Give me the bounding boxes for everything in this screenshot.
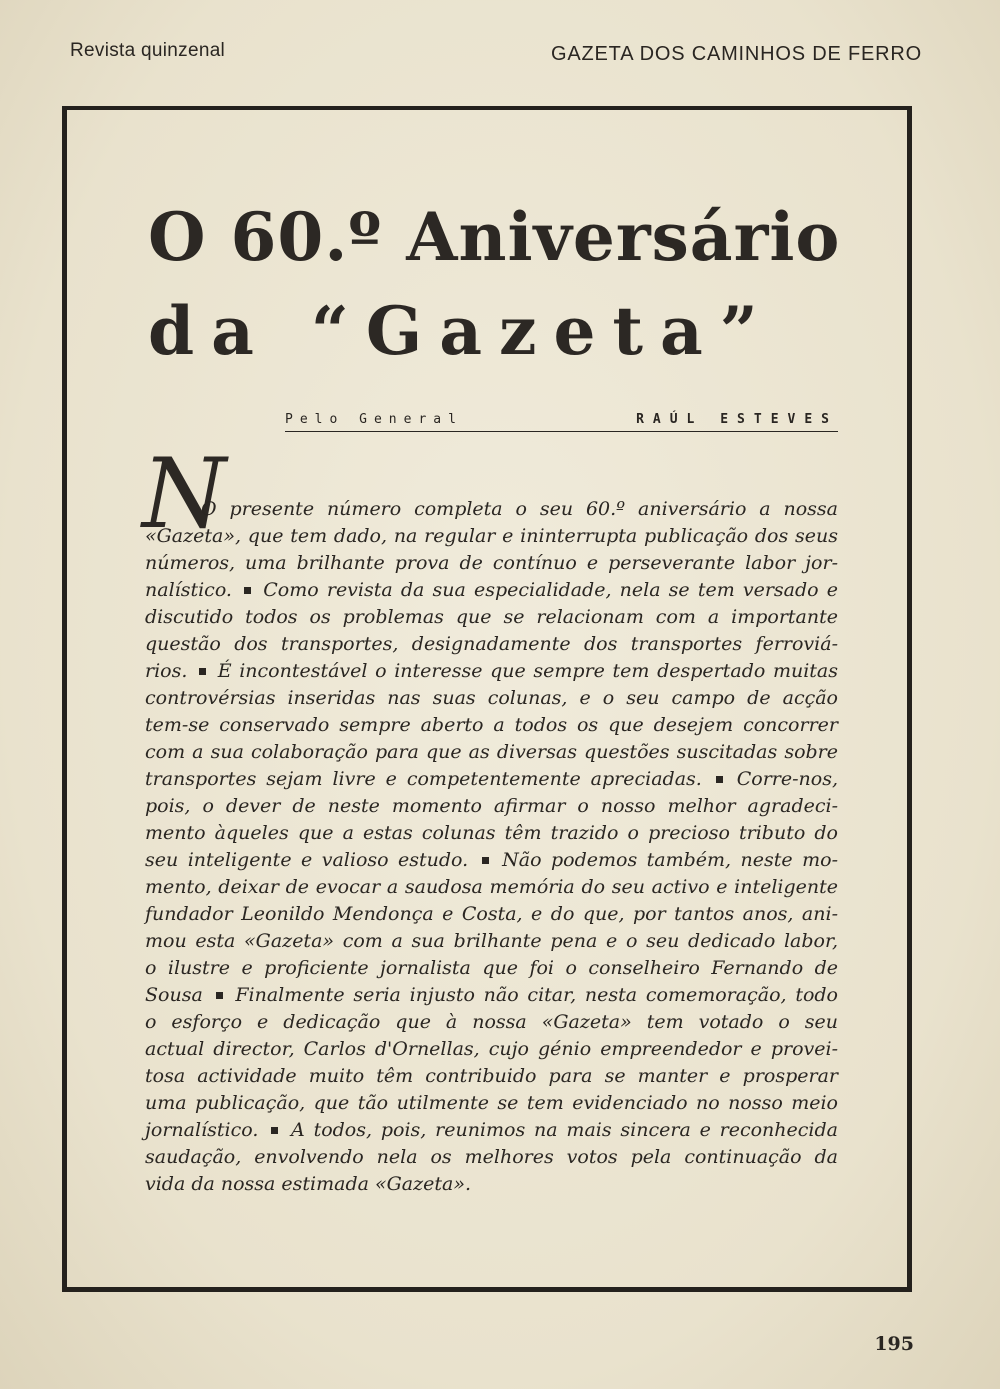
article-line: tem-se conservado sempre aberto a todos os que desejem concorrer xyxy=(145,714,838,736)
section-separator-icon xyxy=(482,857,489,864)
article-line: o esforço e dedicação que à nossa «Gazeta» tem votado o seu xyxy=(145,1011,838,1033)
article-line: mento, deixar de evocar a saudosa memória do seu activo e inteligente xyxy=(145,876,838,898)
article-title xyxy=(148,190,848,378)
article-line: transportes sejam livre e competentemente apreciadas. Corre-nos, xyxy=(145,768,839,790)
article-line: nalístico. Como revista da sua especialidade, nela se tem versado e xyxy=(145,579,838,601)
byline xyxy=(285,412,838,432)
article-line: discutido todos os problemas que se relacionam com a importante xyxy=(145,606,838,628)
byline-author: RAÚL ESTEVES xyxy=(636,412,838,427)
article-line: seu inteligente e valioso estudo. Não podemos também, neste mo- xyxy=(145,849,839,871)
article-line: com a sua colaboração para que as diversas questões suscitadas sobre xyxy=(145,741,838,763)
article-line: Sousa Finalmente seria injusto não citar, nesta comemoração, todo xyxy=(145,984,838,1006)
section-separator-icon xyxy=(716,776,723,783)
section-separator-icon xyxy=(199,668,206,675)
section-separator-icon xyxy=(271,1127,278,1134)
article-line: pois, o dever de neste momento afirmar o nosso melhor agradeci- xyxy=(145,795,838,817)
article-line: «Gazeta», que tem dado, na regular e ininterrupta publicação dos seus xyxy=(145,525,838,547)
article-line: vida da nossa estimada «Gazeta». xyxy=(145,1173,472,1195)
title-line-2: da “Gazeta” xyxy=(148,292,775,370)
article-line: rios. É incontestável o interesse que sempre tem despertado muitas xyxy=(145,660,838,682)
article-line: números, uma brilhante prova de contínuo e perseverante labor jor- xyxy=(145,552,838,574)
section-separator-icon xyxy=(216,992,223,999)
running-header-left: Revista quinzenal xyxy=(70,40,226,61)
article-line: controvérsias inseridas nas suas colunas, e o seu campo de acção xyxy=(145,687,838,709)
drop-cap: N xyxy=(142,438,226,550)
article-line: jornalístico. A todos, pois, reunimos na mais sincera e reconhecida xyxy=(145,1119,838,1141)
article-line: o ilustre e proficiente jornalista que foi o conselheiro Fernando de xyxy=(145,957,838,979)
article-line: actual director, Carlos d'Ornellas, cujo génio empreendedor e provei- xyxy=(145,1038,838,1060)
byline-prefix: Pelo General xyxy=(285,412,463,427)
section-separator-icon xyxy=(244,587,251,594)
article-line: O presente número completa o seu 60.º aniversário a nossa xyxy=(201,498,838,520)
article-line: questão dos transportes, designadamente dos transportes ferroviá- xyxy=(145,633,838,655)
article-line: tosa actividade muito têm contribuido para se manter e prosperar xyxy=(145,1065,838,1087)
article-body xyxy=(145,496,838,1198)
running-header-right: GAZETA DOS CAMINHOS DE FERRO xyxy=(551,43,922,65)
article-line: mento àqueles que a estas colunas têm trazido o precioso tributo do xyxy=(145,822,838,844)
article-line: mou esta «Gazeta» com a sua brilhante pena e o seu dedicado labor, xyxy=(145,930,838,952)
article-line: fundador Leonildo Mendonça e Costa, e do que, por tantos anos, ani- xyxy=(145,903,838,925)
page-number: 195 xyxy=(874,1333,914,1355)
title-line-1: O 60.º Aniversário xyxy=(148,198,841,276)
article-line: uma publicação, que tão utilmente se tem evidenciado no nosso meio xyxy=(145,1092,838,1114)
article-line: saudação, envolvendo nela os melhores votos pela continuação da xyxy=(145,1146,838,1168)
